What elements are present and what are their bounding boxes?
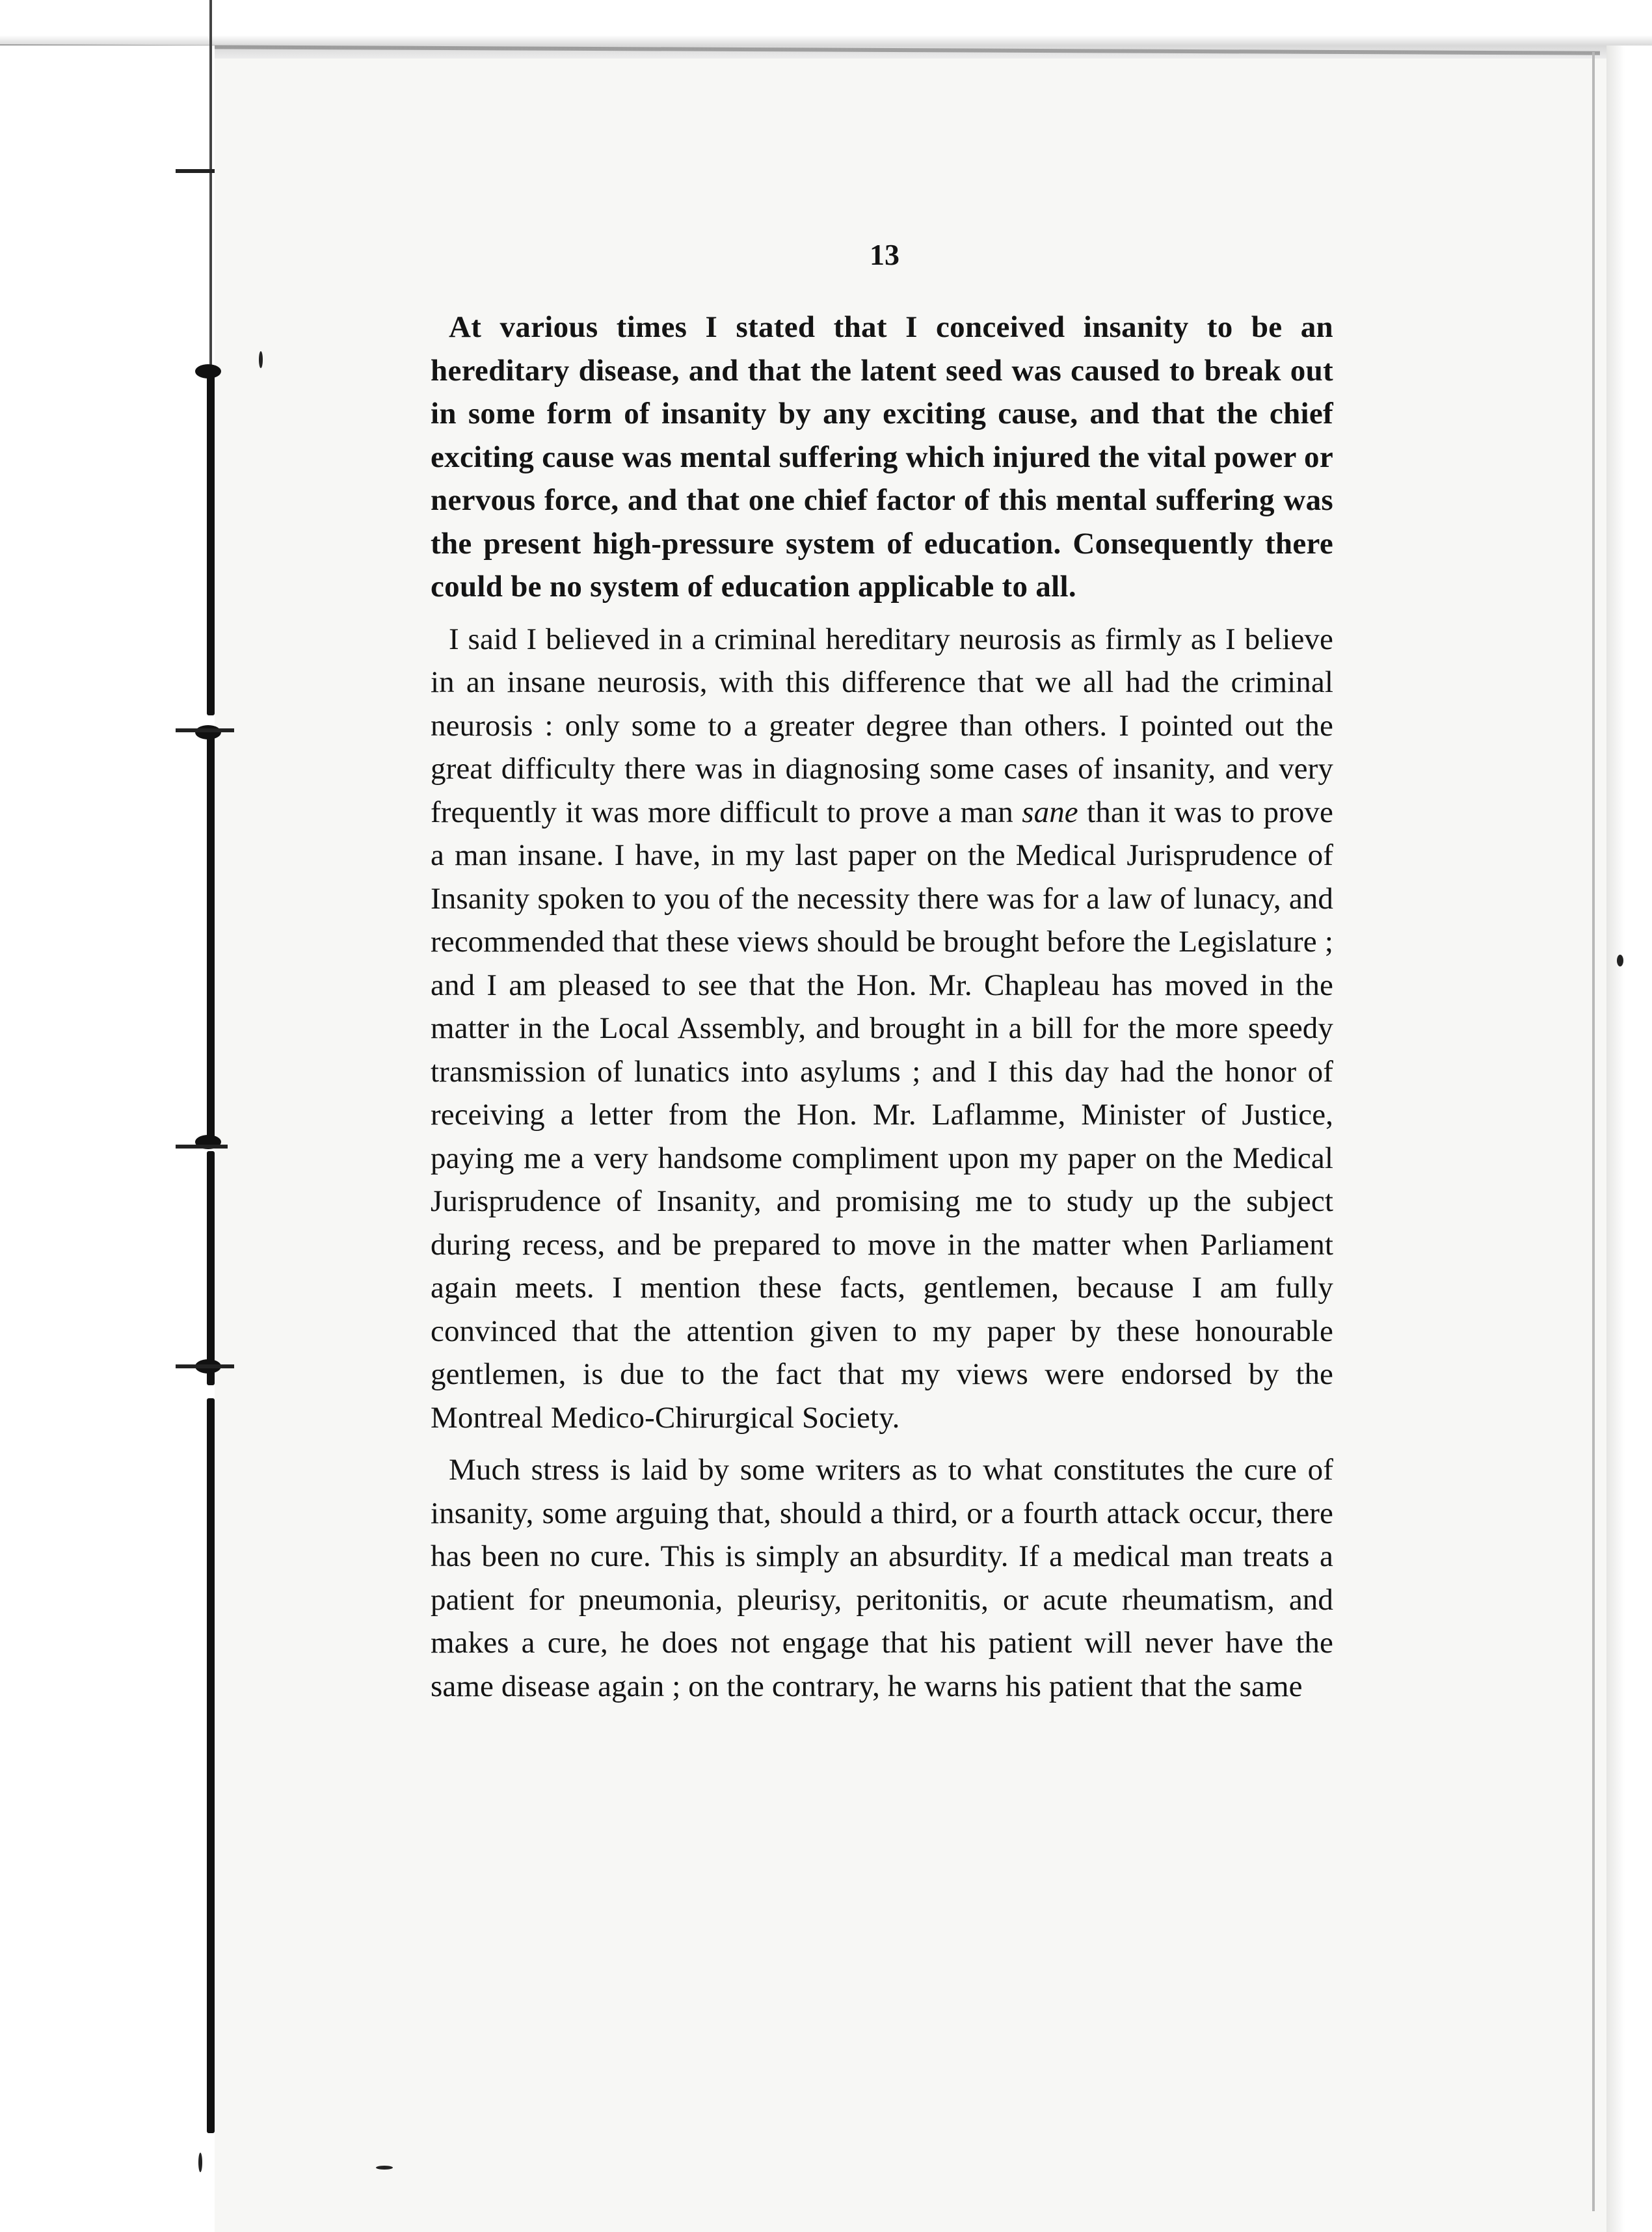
binding-knot: [195, 725, 221, 739]
paragraph-text: Much stress is laid by some writers as to what constitutes the cure of insanity, some arguing that, should a third, or a fourth attack occur, there has been no cure. This is simply an absurdity. If a medical man treats a patient for pneumonia, pleurisy, peritonitis, or acute rheumatism, and makes a cure, he does not engage that his patient will never have the same disease again ; on the contrary, he warns his patient that the same: [431, 1453, 1333, 1703]
margin-speck: [1617, 955, 1623, 966]
binding-thread-segment: [207, 1398, 215, 2133]
binding-stitch: [176, 1364, 234, 1368]
binding-thread-segment: [207, 1151, 215, 1385]
binding-margin: [0, 46, 215, 2232]
page-right-shadow: [1606, 46, 1652, 2232]
margin-speck: [259, 351, 263, 368]
binding-thread-segment: [207, 371, 215, 715]
body-text: [431, 306, 1333, 1717]
italic-word: sane: [1022, 795, 1078, 829]
margin-speck: [198, 2153, 202, 2172]
binding-thread-segment: [207, 728, 215, 1145]
paragraph-text: than it was to prove a man insane. I have, in my last paper on the Medical Jurisprudence of Insanity spoken to you of the necessity there was for a law of lunacy, and recommended that these views should be brought before the Legislature ; and I am pleased to see that the Hon. Mr. Chapleau has moved in the matter in the Local Assembly, and brought in a bill for the more speedy transmission of lunatics into asylums ; and I this day had the honor of receiving a letter from the Hon. Mr. Laflamme, Minister of Justice, paying me a very handsome compliment upon my paper on the Medical Jurisprudence of Insanity, and promising me to study up the subject during recess, and be prepared to move in the matter when Parliament again meets. I mention these facts, gentlemen, because I am fully convinced that the attention given to my paper by these honourable gentlemen, is due to the fact that my views were endorsed by the Montreal Medico-Chirurgical Society.: [431, 795, 1333, 1435]
margin-speck: [376, 2166, 393, 2170]
page-number: 13: [870, 238, 899, 271]
paragraph-3: [431, 1448, 1333, 1708]
binding-stitch: [176, 1145, 228, 1149]
binding-knot: [195, 364, 221, 379]
paragraph-text: I said I believed in a criminal hereditary neurosis as firmly as I believe in an insane neurosis, with this difference that we all had the criminal neurosis : only some to a greater degree than others. I pointed out the great difficulty there was in diagnosing some cases of insanity, and very frequently it was more difficult to prove a man: [431, 622, 1333, 829]
binding-thread-top: [209, 0, 212, 416]
paragraph-1: [431, 306, 1333, 609]
paragraph-2: [431, 618, 1333, 1440]
page-right-edge: [1592, 52, 1595, 2211]
binding-stitch: [176, 169, 215, 173]
paragraph-text: At various times I stated that I conceived insanity to be an hereditary disease, and that the latent seed was caused to break out in some form of insanity by any exciting cause, and that the chief exciting cause was mental suffering which injured the vital power or nervous force, and that one chief factor of this mental suffering was the present high-pressure system of education. Consequently there could be no system of education applicable to all.: [431, 310, 1333, 604]
binding-stitch: [176, 728, 234, 732]
